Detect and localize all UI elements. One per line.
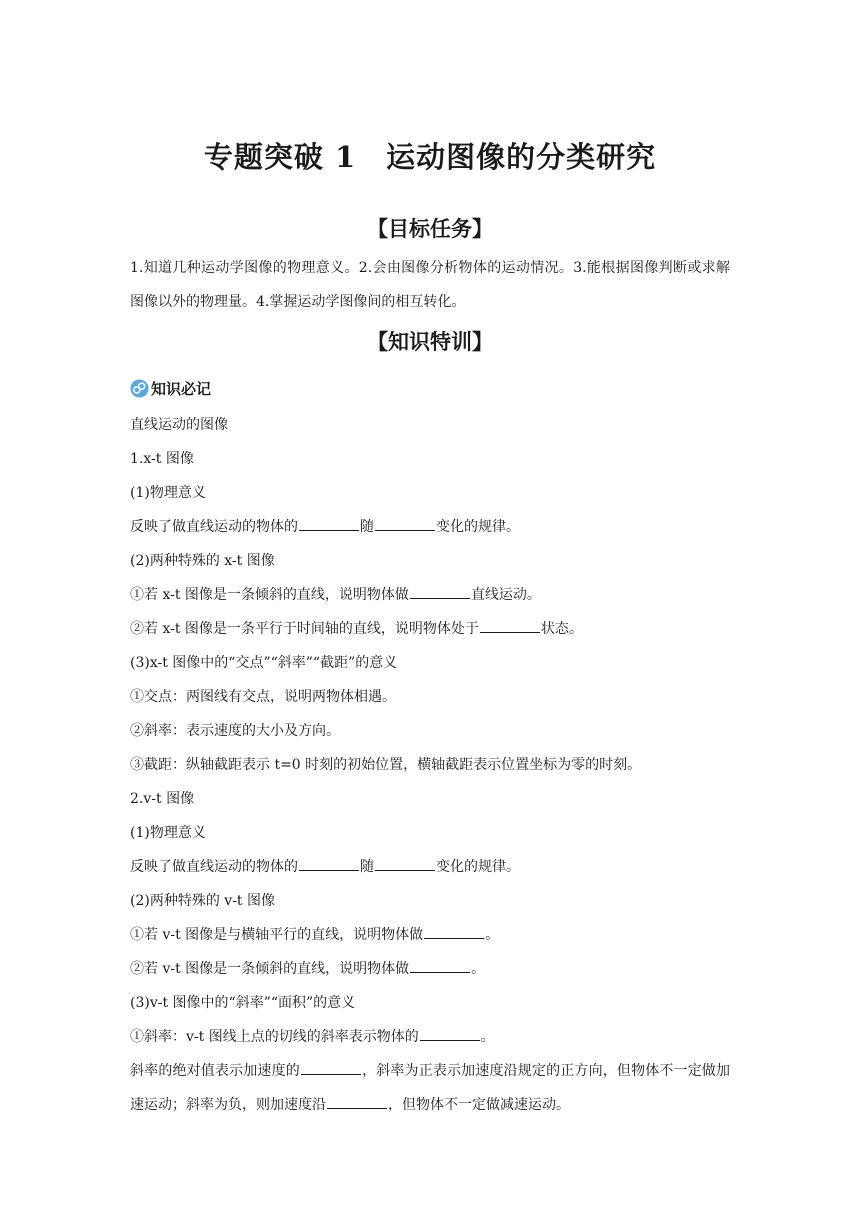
text-line: 直线运动的图像 — [130, 417, 228, 433]
text-line: 2.v-t 图像 — [130, 791, 195, 807]
fill-blank — [375, 856, 435, 871]
section-heading-training: 【知识特训】 — [367, 330, 493, 354]
text-line: ①若 x-t 图像是一条倾斜的直线，说明物体做 直线运动。 — [130, 578, 730, 612]
text-line: (3)v-t 图像中的“斜率”“面积”的意义 — [130, 995, 356, 1011]
knowledge-heading-label: 知识必记 — [151, 379, 212, 398]
text-line: 1.x-t 图像 — [130, 451, 194, 467]
fill-blank — [299, 856, 359, 871]
text-line: ①斜率：v-t 图线上点的切线的斜率表示物体的 。 — [130, 1020, 730, 1054]
knowledge-heading — [130, 373, 211, 403]
goals-paragraph: 1.知道几种运动学图像的物理意义。2.会由图像分析物体的运动情况。3.能根据图像判断或求解图像以外的物理量。4.掌握运动学图像间的相互转化。 — [130, 260, 730, 310]
fill-blank — [375, 516, 435, 531]
text-line: (2)两种特殊的 x-t 图像 — [130, 553, 275, 569]
fill-blank — [480, 618, 540, 633]
knowledge-badge-icon — [130, 379, 149, 398]
text-line: ②若 v-t 图像是一条倾斜的直线，说明物体做 。 — [130, 952, 730, 986]
fill-blank — [410, 584, 470, 599]
text-line: (3)x-t 图像中的“交点”“斜率”“截距”的意义 — [130, 655, 398, 671]
text-line: (1)物理意义 — [130, 485, 206, 501]
fill-blank — [420, 1026, 480, 1041]
text-line: ②若 x-t 图像是一条平行于时间轴的直线，说明物体处于 状态。 — [130, 612, 730, 646]
fill-blank — [299, 516, 359, 531]
text-line: ②斜率：表示速度的大小及方向。 — [130, 723, 340, 739]
page-title: 专题突破 1 运动图像的分类研究 — [203, 140, 657, 174]
text-line: 反映了做直线运动的物体的 随 变化的规律。 — [130, 850, 730, 884]
fill-blank — [301, 1060, 361, 1075]
fill-blank — [424, 924, 484, 939]
fill-blank — [327, 1094, 387, 1109]
section-heading-goals: 【目标任务】 — [367, 217, 493, 241]
text-line: ①交点：两图线有交点，说明两物体相遇。 — [130, 689, 396, 705]
text-line: (2)两种特殊的 v-t 图像 — [130, 893, 275, 909]
text-line: ①若 v-t 图像是与横轴平行的直线，说明物体做 。 — [130, 918, 730, 952]
text-line: ③截距：纵轴截距表示 t=0 时刻的初始位置，横轴截距表示位置坐标为零的时刻。 — [130, 757, 642, 773]
text-line: 反映了做直线运动的物体的 随 变化的规律。 — [130, 510, 730, 544]
fill-blank — [410, 958, 470, 973]
text-line: (1)物理意义 — [130, 825, 206, 841]
text-paragraph: 斜率的绝对值表示加速度的 ，斜率为正表示加速度沿规定的正方向，但物体不一定做加速运动；斜率为负，则加速度沿 ，但物体不一定做减速运动。 — [130, 1054, 730, 1122]
